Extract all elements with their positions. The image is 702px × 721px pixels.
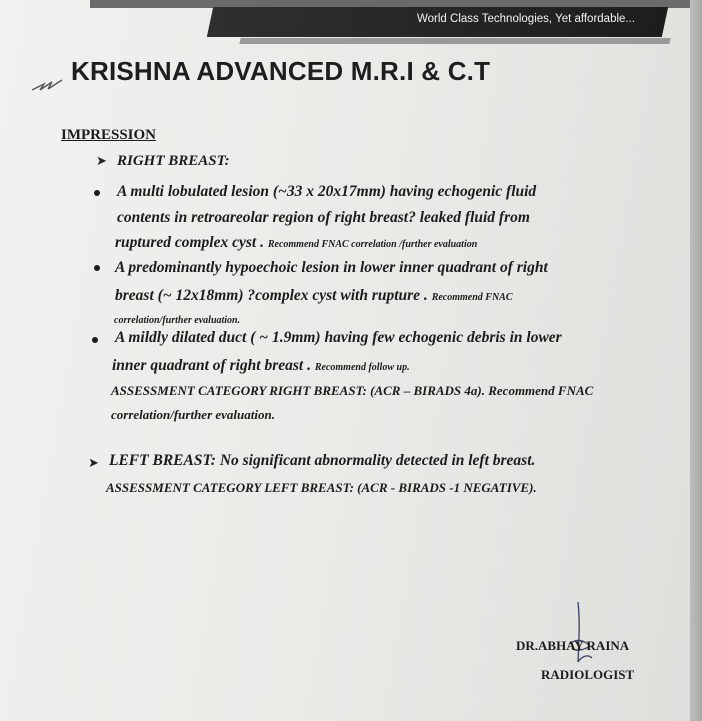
arrow-icon: ➤ — [96, 153, 107, 168]
finding-2-line-2 — [115, 287, 513, 305]
finding-3-text: inner quadrant of right breast . — [112, 357, 311, 374]
impression-heading: IMPRESSION — [61, 127, 157, 143]
right-assessment-line-2: correlation/further evaluation. — [111, 407, 275, 422]
doctor-role: RADIOLOGIST — [541, 667, 635, 682]
finding-1-line-2: contents in retroareolar region of right breast? leaked fluid from — [117, 209, 530, 226]
bullet-icon — [94, 190, 100, 196]
right-assessment-line-1: ASSESSMENT CATEGORY RIGHT BREAST: (ACR – BIRADS 4a). Recommend FNAC — [111, 383, 594, 398]
paper-edge — [690, 0, 702, 721]
finding-1-note: Recommend FNAC correlation /further evaluation — [267, 239, 478, 250]
clinic-title: KRISHNA ADVANCED M.R.I & C.T — [71, 56, 491, 86]
finding-2-note: Recommend FNAC — [431, 292, 513, 303]
finding-1-line-1: A multi lobulated lesion (~33 x 20x17mm) having echogenic fluid — [117, 183, 537, 200]
right-breast-title: RIGHT BREAST: — [117, 153, 230, 169]
finding-3-line-2 — [112, 357, 410, 375]
left-assessment: ASSESSMENT CATEGORY LEFT BREAST: (ACR - BIRADS -1 NEGATIVE). — [106, 480, 537, 495]
finding-2-line-1: A predominantly hypoechoic lesion in lower inner quadrant of right — [115, 259, 548, 276]
left-breast-line: LEFT BREAST: No significant abnormality detected in left breast. — [109, 452, 536, 469]
bullet-icon — [94, 265, 100, 271]
finding-3-line-1: A mildly dilated duct ( ~ 1.9mm) having few echogenic debris in lower — [115, 329, 562, 346]
doctor-name: DR.ABHAY RAINA — [516, 638, 630, 653]
finding-2-note-cont: correlation/further evaluation. — [114, 315, 241, 326]
arrow-icon: ➤ — [88, 455, 99, 470]
finding-3-note: Recommend follow up. — [314, 362, 410, 373]
finding-1-text: ruptured complex cyst . — [115, 234, 264, 251]
clinic-logo-icon — [30, 74, 64, 94]
handwritten-signature — [562, 600, 602, 670]
finding-2-text: breast (~ 12x18mm) ?complex cyst with rupture . — [115, 287, 428, 304]
bullet-icon — [92, 337, 98, 343]
header-tagline: World Class Technologies, Yet affordable... — [417, 13, 636, 25]
finding-1-line-3 — [115, 234, 477, 252]
banner-shadow — [239, 38, 670, 44]
